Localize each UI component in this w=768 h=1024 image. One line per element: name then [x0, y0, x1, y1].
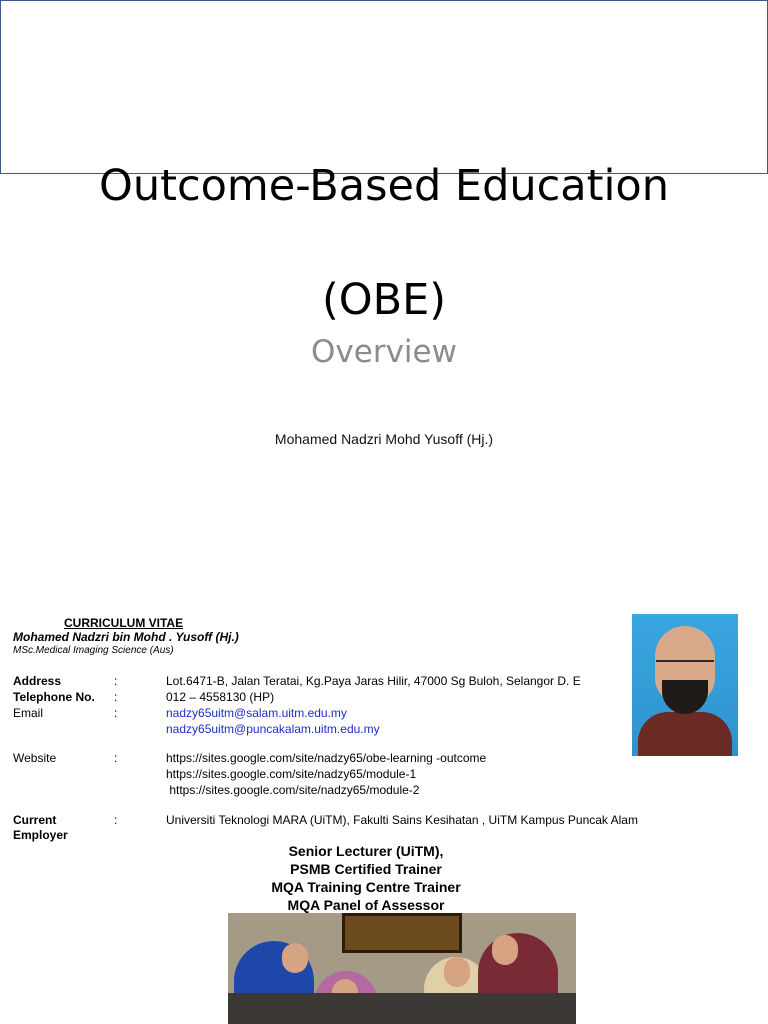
- slide-title-line-2: (OBE): [321, 275, 447, 325]
- website-label: Website: [13, 751, 57, 765]
- email-link-1[interactable]: nadzy65uitm@salam.uitm.edu.my: [166, 706, 347, 720]
- slide-title-line-1: Outcome-Based Education: [99, 161, 669, 211]
- family-photo: [228, 913, 576, 1024]
- website-colon: :: [114, 751, 118, 765]
- employer-label-line-1: Current: [13, 813, 57, 827]
- phone-colon: :: [114, 690, 118, 704]
- role-line-2: PSMB Certified Trainer: [290, 861, 442, 877]
- title-placeholder-box: [0, 0, 768, 174]
- email-link-2[interactable]: nadzy65uitm@puncakalam.uitm.edu.my: [166, 722, 380, 736]
- phone-label: Telephone No.: [13, 690, 95, 704]
- address-value: Lot.6471-B, Jalan Teratai, Kg.Paya Jaras Hilir, 47000 Sg Buloh, Selangor D. E: [166, 674, 581, 688]
- slide-author: Mohamed Nadzri Mohd Yusoff (Hj.): [274, 431, 494, 447]
- cv-heading: CURRICULUM VITAE: [64, 616, 184, 630]
- website-link-1[interactable]: https://sites.google.com/site/nadzy65/obe-learning -outcome: [166, 751, 487, 765]
- role-line-4: MQA Panel of Assessor: [287, 897, 445, 913]
- employer-value: Universiti Teknologi MARA (UiTM), Fakulti Sains Kesihatan , UiTM Kampus Puncak Alam: [166, 813, 638, 827]
- role-line-1: Senior Lecturer (UiTM),: [288, 843, 444, 859]
- email-colon: :: [114, 706, 118, 720]
- address-label: Address: [13, 674, 62, 688]
- slide-subtitle: Overview: [311, 334, 457, 370]
- role-line-3: MQA Training Centre Trainer: [271, 879, 461, 895]
- website-link-3[interactable]: https://sites.google.com/site/nadzy65/module-2: [166, 783, 420, 797]
- employer-colon: :: [114, 813, 118, 827]
- address-colon: :: [114, 674, 118, 688]
- phone-value: 012 – 4558130 (HP): [166, 690, 275, 704]
- cv-name: Mohamed Nadzri bin Mohd . Yusoff (Hj.): [13, 630, 239, 644]
- email-label: Email: [13, 706, 44, 720]
- cv-degree: MSc.Medical Imaging Science (Aus): [13, 645, 174, 656]
- portrait-photo: [632, 614, 738, 756]
- website-link-2[interactable]: https://sites.google.com/site/nadzy65/module-1: [166, 767, 417, 781]
- employer-label-line-2: Employer: [13, 828, 68, 842]
